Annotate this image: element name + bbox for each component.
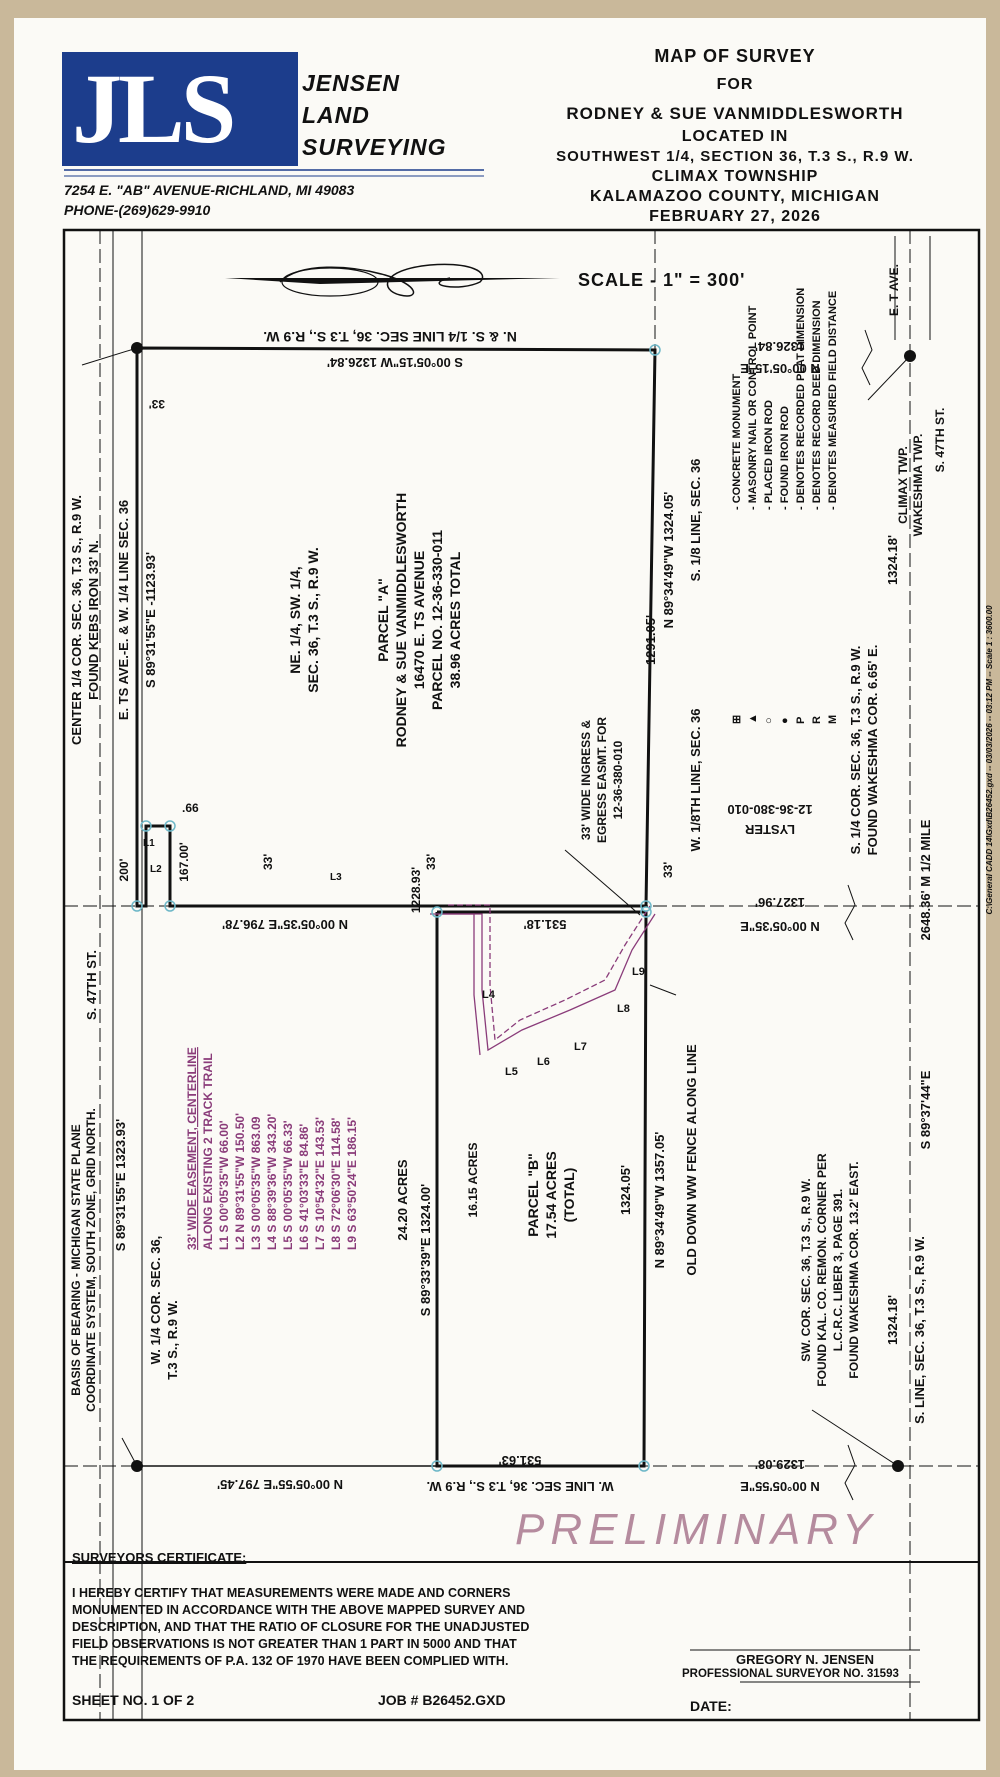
logo-letters: JLS <box>72 53 233 164</box>
dim-167: 167.00' <box>177 842 191 882</box>
legend-found-iron: - FOUND IRON ROD <box>779 406 791 510</box>
s47-east: S. 47TH ST. <box>933 407 947 473</box>
east-a-bearing: N 89°34'49"W 1324.05' <box>661 491 676 629</box>
line-label-l5: L5 <box>505 1066 518 1078</box>
legend-field-dist: - DENOTES MEASURED FIELD DISTANCE <box>827 290 839 510</box>
north-east-distance: 1326.84' <box>754 339 806 354</box>
lyster-2: 12-36-380-010 <box>727 802 813 817</box>
legend-deed-dim: - DENOTES RECORD DEED DIMENSION <box>811 300 823 510</box>
easement-row: L7 S 10°54'32"E 143.53' <box>313 1117 327 1250</box>
lyster-1: LYSTER <box>744 822 796 837</box>
wakeshma-twp: WAKESHMA TWP. <box>911 433 925 537</box>
easement-row: L6 S 41°03'33"E 84.86' <box>297 1123 311 1250</box>
sw-3: L.C.R.C. LIBER 3, PAGE 391. <box>831 1188 845 1352</box>
acres-24-20: 24.20 ACRES <box>395 1159 410 1241</box>
easement-title-2: ALONG EXISTING 2 TRACK TRAIL <box>201 1053 215 1250</box>
preliminary-stamp: PRELIMINARY <box>515 1505 878 1554</box>
dim-200: 200' <box>117 858 131 882</box>
easement-row: L8 S 72°06'30"E 114.58' <box>329 1117 343 1250</box>
legend-masonry-nail: - MASONRY NAIL OR CONTROL POINT <box>747 305 759 510</box>
sw-4: FOUND WAKESHMA COR. 13.2' EAST. <box>847 1161 861 1379</box>
legend-symbol-p: P <box>795 716 807 724</box>
middle-531: 531.18' <box>523 917 567 932</box>
fence-label: OLD DOWN WW FENCE ALONG LINE <box>684 1044 699 1276</box>
s47-west: S. 47TH ST. <box>84 949 99 1021</box>
east-line-mile: 2648.36' M 1/2 MILE <box>918 819 933 941</box>
legend-symbol-found-icon: ● <box>779 717 791 724</box>
west-upper-bearing: S 89°31'55"E -1123.93' <box>143 551 158 689</box>
job-number: JOB # B26452.GXD <box>378 1692 506 1708</box>
south-bearing: N 00°05'55"E 797.45' <box>217 1477 343 1492</box>
certificate-line: I HEREBY CERTIFY THAT MEASUREMENTS WERE MADE AND CORNERS <box>72 1586 511 1600</box>
easement-row: L3 S 00°05'35"W 863.09 <box>249 1116 263 1250</box>
ne-label-1: NE. 1/4, SW. 1/4, <box>287 566 303 674</box>
title-located-in: LOCATED IN <box>681 128 789 145</box>
line-label-l6: L6 <box>537 1056 550 1068</box>
legend-symbol-placed-icon: ○ <box>763 717 775 724</box>
ne-label-2: SEC. 36, T.3 S., R.9 W. <box>305 547 321 693</box>
sw-2: FOUND KAL. CO. REMON. CORNER PER <box>815 1153 829 1387</box>
line-label-l8: L8 <box>617 1003 630 1015</box>
line-label-l7: L7 <box>574 1041 587 1053</box>
line-label-l3: L3 <box>330 872 342 883</box>
north-east-bearing: N 00°05'15"E <box>740 361 820 376</box>
acres-16-15: 16.15 ACRES <box>466 1142 480 1218</box>
legend-plat-dim: - DENOTES RECORDED PLAT DIMENSION <box>795 287 807 510</box>
legend-placed-iron: - PLACED IRON ROD <box>763 400 775 510</box>
w-line-south: W. LINE SEC. 36, T.3 S., R.9 W. <box>426 1479 614 1494</box>
parcel-b-1: PARCEL "B" <box>525 1153 541 1237</box>
legend-symbol-m: M <box>827 714 839 724</box>
scale-label: SCALE - 1" = 300' <box>578 270 746 290</box>
east-bearing: S 89°37'44"E <box>918 1070 933 1150</box>
north-bearing: S 00°05'15"W 1326.84' <box>326 355 464 370</box>
easement-row: L9 S 63°50'24"E 186.15' <box>345 1117 359 1250</box>
firm-phone: PHONE-(269)629-9910 <box>64 202 211 218</box>
legend-symbol-nail-icon: ▲ <box>747 713 759 724</box>
basis-1: BASIS OF BEARING - MICHIGAN STATE PLANE <box>69 1124 83 1396</box>
eighth-line-2: W. 1/8TH LINE, SEC. 36 <box>688 708 703 852</box>
parcel-a-1: PARCEL "A" <box>375 578 391 662</box>
title-for: FOR <box>716 76 754 93</box>
middle-east-bearing: N 00°05'35"E <box>740 919 820 934</box>
map-border <box>64 230 979 1720</box>
line-label-l1: L1 <box>143 838 155 849</box>
firm-address: 7254 E. "AB" AVENUE-RICHLAND, MI 49083 <box>64 182 355 198</box>
parcel-a-5: 38.96 ACRES TOTAL <box>447 551 463 689</box>
s14-1: S. 1/4 COR. SEC. 36, T.3 S., R.9 W. <box>848 645 863 855</box>
s14-2: FOUND WAKESHMA COR. 6.65' E. <box>865 644 880 856</box>
w14-1: W. 1/4 COR. SEC. 36, <box>148 1235 163 1365</box>
dim-33-c: 33' <box>661 861 675 878</box>
title-township: CLIMAX TOWNSHIP <box>651 168 819 185</box>
west-lower-bearing: S 89°31'55"E 1323.93' <box>113 1118 128 1252</box>
legend-symbol-concrete-icon: ⊞ <box>731 714 743 724</box>
east-a-1291: 1291.05' <box>643 614 658 666</box>
south-east-distance: 1329.08' <box>754 1457 806 1472</box>
bearing-24-20: S 89°33'39"E 1324.00' <box>418 1183 433 1317</box>
dim-33-a: 33' <box>261 853 275 870</box>
surveyor-title: PROFESSIONAL SURVEYOR NO. 31593 <box>682 1668 899 1680</box>
south-east-bearing: N 00°05'55"E <box>740 1479 820 1494</box>
certificate-line: MONUMENTED IN ACCORDANCE WITH THE ABOVE MAPPED SURVEY AND <box>72 1603 526 1617</box>
middle-bearing: N 00°05'35"E 796.78' <box>222 917 348 932</box>
dim-1228: 1228.93' <box>409 866 423 914</box>
line-label-l9: L9 <box>632 966 645 978</box>
title-client: RODNEY & SUE VANMIDDLESWORTH <box>566 104 904 123</box>
legend-concrete-monument: - CONCRETE MONUMENT <box>731 373 743 510</box>
certificate-line: THE REQUIREMENTS OF P.A. 132 OF 1970 HAVE BEEN COMPLIED WITH. <box>72 1654 509 1668</box>
dim-66: .66 <box>182 801 199 815</box>
east-1324-lower: 1324.18' <box>885 1294 900 1346</box>
parcel-a-4: PARCEL NO. 12-36-330-011 <box>429 529 445 711</box>
easement-table <box>185 1047 359 1250</box>
line-label-l2: L2 <box>150 864 162 875</box>
north-line-label: N. & S. 1/4 LINE SEC. 36, T.3 S., R.9 W. <box>263 329 517 345</box>
climax-twp: CLIMAX TWP. <box>896 446 910 524</box>
w14-2: T.3 S., R.9 W. <box>165 1300 180 1380</box>
certificate-title: SURVEYORS CERTIFICATE: <box>72 1550 247 1565</box>
basis-2: COORDINATE SYSTEM, SOUTH ZONE, GRID NORTH. <box>84 1108 98 1412</box>
center-corner-2: FOUND KEBS IRON 33' N. <box>86 540 101 700</box>
e-ts-ave-label: E. TS AVE.-E. & W. 1/4 LINE SEC. 36 <box>116 499 131 721</box>
parcel-a-2: RODNEY & SUE VANMIDDLESWORTH <box>393 492 409 748</box>
sw-1: SW. COR. SEC. 36, T.3 S., R.9 W. <box>799 1178 813 1362</box>
firm-name-line3: SURVEYING <box>302 134 447 160</box>
surveyor-name: GREGORY N. JENSEN <box>736 1652 874 1667</box>
east-b-1324: 1324.05' <box>618 1164 633 1216</box>
title-county: KALAMAZOO COUNTY, MICHIGAN <box>590 188 880 205</box>
legend-symbol-r: R <box>811 716 823 724</box>
south-531: 531.63' <box>498 1453 542 1468</box>
date-label: DATE: <box>690 1698 732 1714</box>
e-t-ave: E. T AVE. <box>887 263 901 317</box>
easement-title-1: 33' WIDE EASEMENT, CENTERLINE <box>185 1047 199 1250</box>
egress-1: 33' WIDE INGRESS & <box>579 719 593 841</box>
sheet-number: SHEET NO. 1 OF 2 <box>72 1692 195 1708</box>
easement-row: L4 S 88°39'36"W 343.20' <box>265 1113 279 1250</box>
certificate-line: DESCRIPTION, AND THAT THE RATIO OF CLOSURE FOR THE UNADJUSTED <box>72 1620 530 1634</box>
title-location: SOUTHWEST 1/4, SECTION 36, T.3 S., R.9 W. <box>556 148 914 165</box>
firm-name-line2: LAND <box>302 102 370 128</box>
cadd-file-path: C:\General CADD 14\Gxd\B26452.gxd -- 03/03/2026 -- 03:12 PM -- Scale 1 : 3600.00 <box>985 605 994 915</box>
middle-east-distance: 1327.96' <box>754 895 806 910</box>
center-corner-1: CENTER 1/4 COR. SEC. 36, T.3 S., R.9 W. <box>69 495 84 745</box>
egress-3: 12-36-380-010 <box>611 740 625 820</box>
dim-33-b: 33' <box>424 853 438 870</box>
title-date: FEBRUARY 27, 2026 <box>649 208 821 225</box>
s-line-label: S. LINE, SEC. 36, T.3 S., R.9 W. <box>912 1236 927 1424</box>
north-arrow-icon <box>225 264 560 296</box>
easement-row: L2 N 89°31'55"W 150.50' <box>233 1113 247 1250</box>
line-label-l4: L4 <box>482 989 495 1001</box>
egress-2: EGRESS EASMT. FOR <box>595 716 609 844</box>
dim-33-d: 33' <box>148 397 165 411</box>
easement-row: L1 S 00°05'35"W 66.00' <box>217 1120 231 1250</box>
certificate-line: FIELD OBSERVATIONS IS NOT GREATER THAN 1 PART IN 5000 AND THAT <box>72 1637 517 1651</box>
firm-name-line1: JENSEN <box>302 70 401 96</box>
east-b-bearing: N 89°34'49"W 1357.05' <box>652 1131 667 1269</box>
parcel-b-2: 17.54 ACRES <box>543 1151 559 1239</box>
parcel-a-3: 16470 E. TS AVENUE <box>411 550 427 690</box>
east-1324-upper: 1324.18' <box>885 534 900 586</box>
easement-row: L5 S 00°05'35"W 66.33' <box>281 1120 295 1250</box>
title-map-of-survey: MAP OF SURVEY <box>654 46 816 66</box>
parcel-b-3: (TOTAL) <box>561 1167 577 1223</box>
eighth-line-1: S. 1/8 LINE, SEC. 36 <box>688 458 703 582</box>
road-lines <box>64 230 979 1720</box>
